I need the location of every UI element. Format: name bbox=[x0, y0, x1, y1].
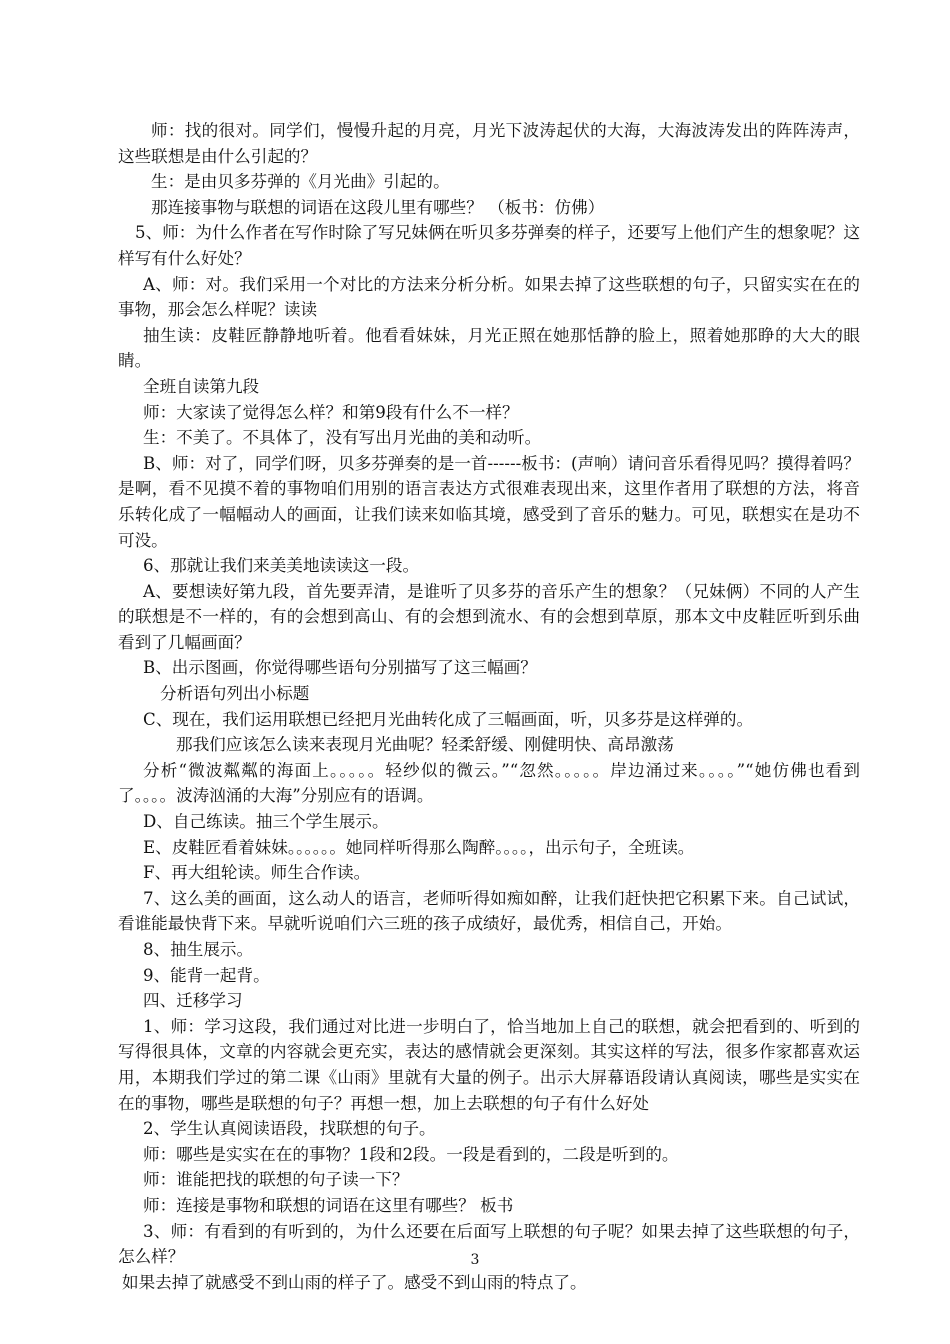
paragraph: F、再大组轮读。师生合作读。 bbox=[143, 863, 371, 883]
paragraph: 师：找的很对。同学们，慢慢升起的月亮，月光下波涛起伏的大海，大海波涛发出的阵阵涛声，这些联想是由什么引起的？ bbox=[118, 121, 860, 166]
paragraph: 如果去掉了就感受不到山雨的样子了。感受不到山雨的特点了。 bbox=[122, 1272, 587, 1292]
paragraph: 分析“微波粼粼的海面上。。。。。轻纱似的微云。”“忽然。。。。。岸边涌过来。。。。”“她仿佛也看到了。。。。波涛汹涌的大海”分别应有的语调。 bbox=[118, 760, 860, 806]
paragraph: 9、能背一起背。 bbox=[143, 965, 270, 985]
paragraph: 8、抽生展示。 bbox=[143, 940, 254, 959]
paragraph: 全班自读第九段 bbox=[143, 376, 260, 396]
paragraph: 师：谁能把找的联想的句子读一下？ bbox=[143, 1170, 409, 1190]
paragraph: 那我们应该怎么读来表现月光曲呢？轻柔舒缓、刚健明快、高昂激荡 bbox=[176, 735, 674, 755]
paragraph: 抽生读：皮鞋匠静静地听着。他看看妹妹，月光正照在她那恬静的脸上，照着她那睁的大大的眼睛。 bbox=[118, 325, 860, 371]
paragraph: 分析语句列出小标题 bbox=[160, 684, 310, 704]
paragraph: B、师：对了，同学们呀，贝多芬弹奏的是一首------板书：(声响）请问音乐看得见吗？摸得着吗？是啊，看不见摸不着的事物咱们用别的语言表达方式很难表现出来，这里作者用了联想的方法，将音乐转化成了一幅幅动人的画面，让我们读来如临其境，感受到了音乐的魅力。可见，联想实在是功不可没。 bbox=[118, 453, 860, 550]
paragraph: 2、学生认真阅读语段，找联想的句子。 bbox=[143, 1119, 436, 1139]
paragraph: 7、这么美的画面，这么动人的语言，老师听得如痴如醉，让我们赶快把它积累下来。自己试试，看谁能最快背下来。早就听说咱们六三班的孩子成绩好，最优秀，相信自己，开始。 bbox=[118, 888, 860, 934]
paragraph: 师：大家读了觉得怎么样？和第9段有什么不一样？ bbox=[143, 402, 519, 422]
paragraph: A、要想读好第九段，首先要弄清，是谁听了贝多芬的音乐产生的想象？（兄妹俩）不同的人产生的联想是不一样的，有的会想到高山、有的会想到流水、有的会想到草原，那本文中皮鞋匠听到乐曲看到了几幅画面？ bbox=[118, 581, 860, 652]
paragraph: 师：哪些是实实在在的事物？1段和2段。一段是看到的，二段是听到的。 bbox=[143, 1144, 679, 1164]
paragraph: A、师：对。我们采用一个对比的方法来分析分析。如果去掉了这些联想的句子，只留实实在在的事物，那会怎么样呢？读读 bbox=[118, 274, 860, 320]
paragraph: E、皮鞋匠看着妹妹。。。。。。她同样听得那么陶醉。。。。，出示句子，全班读。 bbox=[143, 837, 695, 857]
paragraph: 3、师：有看到的有听到的，为什么还要在后面写上联想的句子呢？如果去掉了这些联想的句子，怎么样？ bbox=[118, 1221, 860, 1267]
paragraph: 6、那就让我们来美美地读读这一段。 bbox=[143, 556, 420, 576]
paragraph: D、自己练读。抽三个学生展示。 bbox=[143, 812, 389, 832]
paragraph: 生：不美了。不具体了，没有写出月光曲的美和动听。 bbox=[143, 428, 542, 448]
paragraph: 生：是由贝多芬弹的《月光曲》引起的。 bbox=[151, 172, 450, 192]
paragraph: C、现在，我们运用联想已经把月光曲转化成了三幅画面，听，贝多芬是这样弹的。 bbox=[143, 709, 754, 729]
paragraph: B、出示图画，你觉得哪些语句分别描写了这三幅画？ bbox=[143, 658, 537, 678]
paragraph: 师：连接是事物和联想的词语在这里有哪些？ 板书 bbox=[143, 1195, 514, 1215]
document-body bbox=[118, 118, 860, 1295]
paragraph: 5、师：为什么作者在写作时除了写兄妹俩在听贝多芬弹奏的样子，还要写上他们产生的想象呢？这样写有什么好处？ bbox=[118, 223, 860, 268]
page-number: 3 bbox=[470, 1252, 480, 1268]
paragraph: 1、师：学习这段，我们通过对比进一步明白了，恰当地加上自己的联想，就会把看到的、听到的写得很具体，文章的内容就会更充实，表达的感情就会更深刻。其实这样的写法，很多作家都喜欢运用，本期我们学过的第二课《山雨》里就有大量的例子。出示大屏幕语段请认真阅读，哪些是实实在在的事物，哪些是联想的句子？再想一想，加上去联想的句子有什么好处 bbox=[118, 1016, 860, 1113]
paragraph: 那连接事物与联想的词语在这段儿里有哪些？ （板书：仿佛） bbox=[151, 197, 605, 217]
section-heading: 四、迁移学习 bbox=[143, 991, 243, 1011]
